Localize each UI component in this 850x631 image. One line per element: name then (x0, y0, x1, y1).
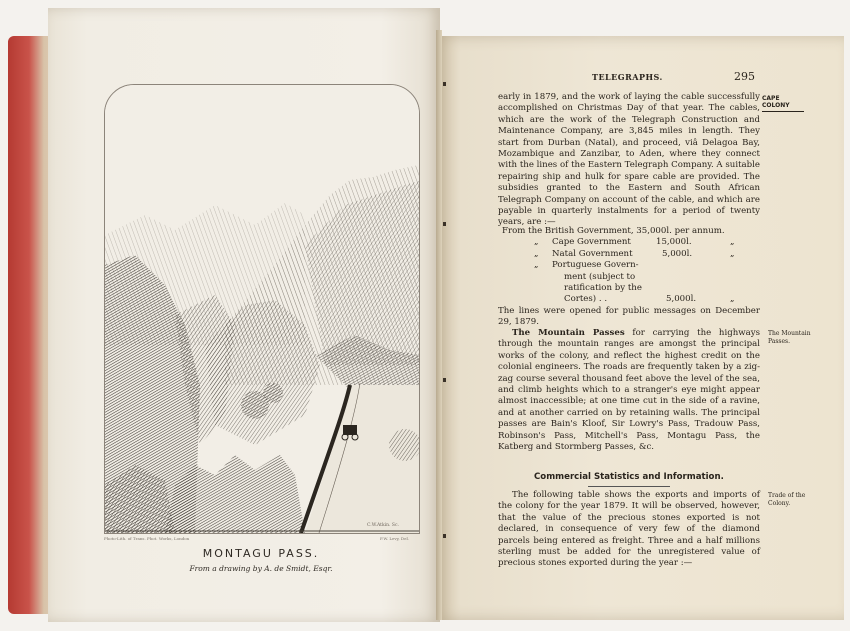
subsidy-row (502, 272, 762, 283)
subsidy-row (502, 249, 762, 260)
mountain-passes-text: for carrying the highways through the mountain ranges are amongst the principal works of the colony, and reflect the highest credit on the colonial engineers. The roads are frequently taken by a zig-zag course several thousand feet above the level of the sea, and climb heights which to a stranger's eye might appear almost inaccessible; at one time cut in the side of a ravine, and at another carried on by retaining walls. The principal passes are Bain's Kloof, Sir Lowry's Pass, Tradouw Pass, Robinson's Pass, Mitchell's Pass, Montagu Pass, the Katberg and Stormberg Passes, &c. (498, 328, 760, 453)
subsidy-row (502, 237, 762, 248)
ditto-mark: „ (534, 260, 539, 271)
section-heading-commercial: Commercial Statistics and Information. (534, 472, 724, 482)
binding-stitch (443, 378, 446, 382)
plate-credit-left: Photo-Lith. of Trans. Phot. Works, London (104, 536, 190, 541)
plate-credit-right: F.W. Levy, Del. (380, 536, 410, 541)
subsidy-row (502, 260, 762, 271)
engraving-plate (104, 84, 420, 534)
subsidy-intro-text: From the British Government, 35,000l. per annum. (502, 226, 725, 236)
paragraph-trade: The following table shows the exports and imports of the colony for the year 1879. It will be observed, however, that the value of the precious stones exported is not declared, in consequence of very few of the diamond parcels being entered as freight. Three and a half millions sterling must be added for the unregistered value of precious stones exported during the year :— (498, 490, 760, 569)
paragraph-mountain-passes (498, 328, 760, 453)
subsidies-table (502, 226, 762, 306)
binding-stitch (443, 82, 446, 86)
paragraph-lines-opened: The lines were opened for public messages on December 29, 1879. (498, 306, 760, 328)
ditto-mark: „ (534, 248, 539, 259)
subsidy-intro (502, 226, 762, 237)
running-head: TELEGRAPHS. (592, 72, 663, 82)
subsidy-name: ratification by the (564, 282, 642, 293)
side-note-trade: Trade of the Colony. (768, 492, 806, 507)
subsidy-name: ment (subject to (564, 271, 636, 282)
subsidy-name: Cortes) . . (564, 294, 608, 305)
ditto-mark: „ (730, 248, 735, 259)
binding-stitch (443, 222, 446, 226)
plate-title: MONTAGU PASS. (202, 547, 320, 560)
subsidy-amount: 5,000l. (666, 294, 697, 305)
subsidy-name: Cape Government (552, 237, 631, 248)
book-gutter (436, 30, 442, 620)
subsidy-amount: 15,000l. (656, 237, 692, 248)
paragraph-telegraph-cables: early in 1879, and the work of laying the cable successfully accomplished on Christmas Day of that year. The cables, which are the work of the Telegraph Construction and Maintenance Company, are 3,845 miles in length. They start from Durban (Natal), and proceed, viâ Delagoa Bay, Mozambique and Zanzibar, to Aden, where they connect with the lines of the Eastern Telegraph Company. A suitable repairing ship and hulk for spare cable are provided. The subsidies granted to the Eastern and South African Telegraph Company on account of the cable, and which are payable in quarterly instalments for a period of twenty years, are :— (498, 92, 760, 228)
side-note-mountain-passes: The Mountain Passes. (768, 330, 811, 345)
margin-section-tag: CAPE COLONY (762, 95, 804, 112)
section-rule (588, 486, 670, 487)
artist-signature: C.W.Atkin. Sc. (367, 523, 399, 528)
plate-caption: From a drawing by A. de Smidt, Esqr. (189, 564, 333, 573)
subsidy-row (502, 283, 762, 294)
ditto-mark: „ (534, 237, 539, 248)
subsidy-row (502, 294, 762, 305)
mountain-passes-lead: The Mountain Passes (512, 328, 625, 338)
subsidy-name: Portuguese Govern- (552, 260, 639, 271)
ditto-mark: „ (730, 294, 735, 305)
subsidy-name: Natal Government (552, 248, 633, 259)
page-number: 295 (734, 70, 755, 83)
mountain-pass-engraving (105, 85, 419, 533)
binding-stitch (443, 534, 446, 538)
ditto-mark: „ (730, 237, 735, 248)
subsidy-amount: 5,000l. (662, 248, 693, 259)
